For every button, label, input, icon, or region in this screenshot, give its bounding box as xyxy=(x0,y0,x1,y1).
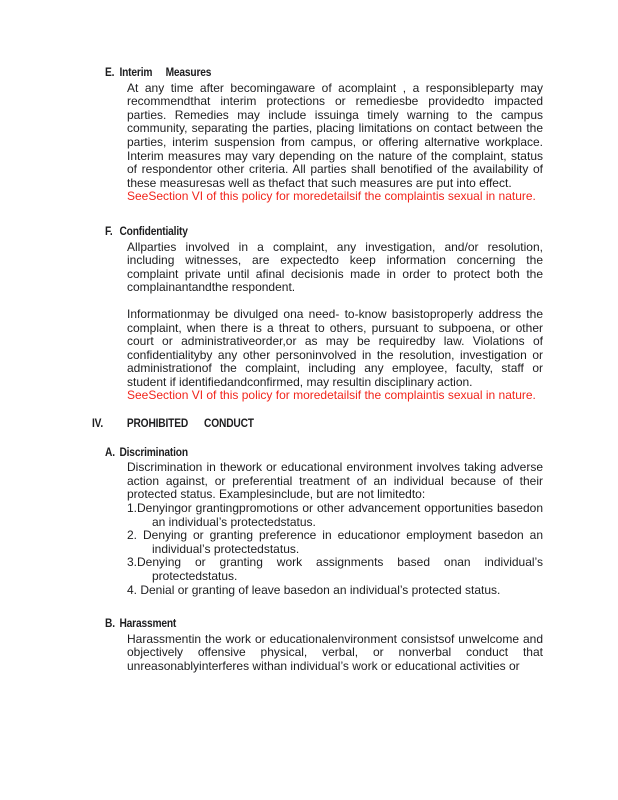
section-body xyxy=(127,82,543,204)
section-label: F. xyxy=(105,223,113,238)
section-heading: Discrimination xyxy=(119,444,188,459)
section-body xyxy=(127,461,543,597)
paragraph: Harassmentin the work or educationalenvironment consistsof unwelcome and objectively offensive physical, verbal, or nonverbal conduct that unreasonablyinterferes withan individual’s work or educational activities or xyxy=(127,631,543,673)
section-heading-row xyxy=(105,225,477,239)
section-heading: Confidentiality xyxy=(119,223,188,238)
section-label: E. xyxy=(105,65,115,79)
section-harassment xyxy=(105,617,543,673)
paragraph: Allparties involved in a complaint, any investigation, and/or resolution, including witnesses, are expectedto keep information concerning the complaint private until afinal decisionis made in order to protect both the complainantandthe respondent. xyxy=(127,239,543,295)
section-heading: Interim Measures xyxy=(119,65,212,79)
section-label: IV. xyxy=(92,416,104,431)
red-note: SeeSection VI of this policy for moredetailsif the complaintis sexual in nature. xyxy=(127,189,536,204)
numbered-list xyxy=(127,502,543,597)
section-body xyxy=(127,241,543,404)
red-note: SeeSection VI of this policy for moredetailsif the complaintis sexual in nature. xyxy=(127,388,536,403)
list-item: 3.Denying or granting work assignments based onan individual’s protectedstatus. xyxy=(127,555,543,583)
section-confidentiality xyxy=(105,225,543,403)
section-heading-row xyxy=(105,617,477,631)
section-heading-row xyxy=(105,66,477,80)
paragraph: Discrimination in thework or educational environment involves taking adverse action against, or preferential treatment of an individual because of their protected status. Examplesinclude, but are not limitedto: xyxy=(127,460,543,502)
list-item: 1.Denyingor grantingpromotions or other advancement opportunities basedon an individual’s protectedstatus. xyxy=(127,501,543,529)
paragraph: At any time after becomingaware of acomplaint , a responsibleparty may recommendthat interim protections or remediesbe providedto impacted parties. Remedies may include issuinga timely warning to the campus community, separating the parties, placing limitations on contact between the parties, interim suspension from campus, or offering alternative workplace. Interim measures may vary depending on the nature of the complaint, status of respondentor other criteria. All parties shall benotified of the availability of these measuresas well as thefact that such measures are put into effect. xyxy=(127,80,543,190)
paragraph: Informationmay be divulged ona need- to-know basistoproperly address the complaint, when there is a threat to others, pursuant to subpoena, or other court or administrativeorder,or as may be requiredby law. Violations of confidentialityby any other personinvolved in the resolution, investigation or administrationof the complaint, including any employee, faculty, staff or student if identifiedandconfirmed, may resultin disciplinary action. xyxy=(127,306,543,389)
section-prohibited-conduct xyxy=(92,417,543,431)
section-label: A. xyxy=(105,444,115,459)
list-item: 2. Denying or granting preference in educationor employment basedon an individual’s protectedstatus. xyxy=(127,528,543,556)
section-heading: PROHIBITED CONDUCT xyxy=(126,416,254,431)
section-heading: Harassment xyxy=(119,616,177,631)
section-interim-measures xyxy=(105,66,543,204)
section-label: B. xyxy=(105,616,115,631)
section-heading-row xyxy=(105,446,477,460)
section-body xyxy=(127,633,543,674)
section-heading-row xyxy=(92,417,475,431)
document-content xyxy=(92,65,543,674)
section-discrimination xyxy=(105,446,543,598)
list-item: 4. Denial or granting of leave basedon an individual’s protected status. xyxy=(127,582,501,597)
